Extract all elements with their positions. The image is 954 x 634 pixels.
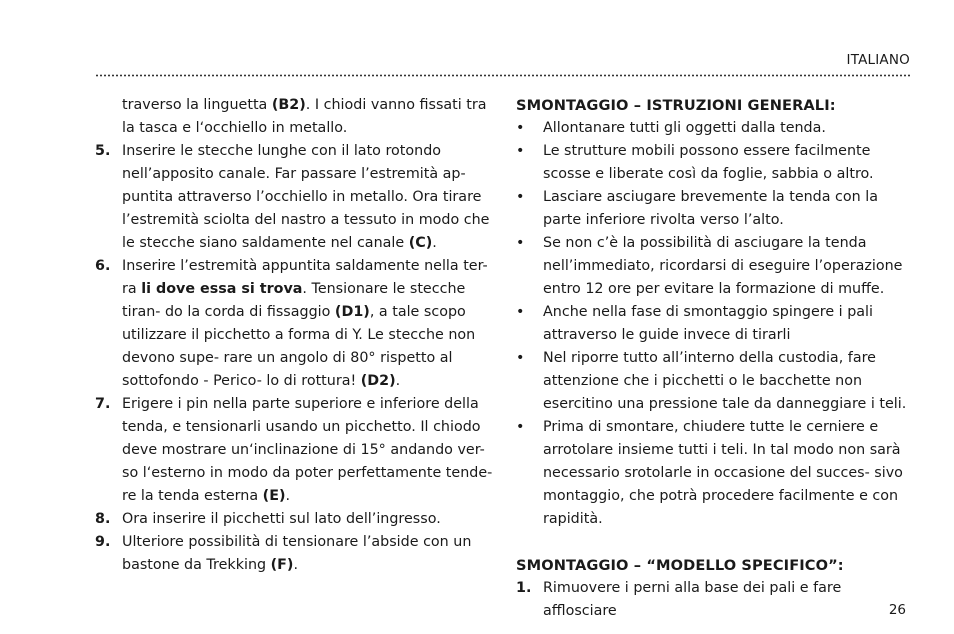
list-item-6 [95, 255, 495, 393]
continuation-text [95, 94, 495, 140]
bullet-item [516, 301, 911, 347]
bullet-icon: • [516, 304, 525, 320]
item6-a: Inserire l’estremità appuntita saldamente nella ter- ra [122, 258, 488, 297]
cont-text: traverso la linguetta [122, 97, 272, 113]
bullet-text: Allontanare tutti gli oggetti dalla tenda. [543, 120, 826, 136]
bullet-text: Anche nella fase di smontaggio spingere i pali attraverso le guide invece di tirarli [543, 304, 873, 343]
list-item-9 [95, 531, 495, 577]
item9-text: Ulteriore possibilità di tensionare l’abside con un bastone da Trekking [122, 534, 472, 573]
cont-text-end: . I chiodi vanno fissati tra la tasca e l‘occhiello in metallo. [122, 97, 487, 136]
bullet-item [516, 117, 911, 140]
list-item-5 [95, 140, 495, 255]
item7-end: . [285, 488, 291, 504]
item9-ref: (F) [270, 557, 294, 573]
item-number: 1. [516, 580, 532, 596]
header-language: ITALIANO [846, 52, 910, 68]
item-number: 6. [95, 258, 111, 274]
bullet-item [516, 347, 911, 416]
bullet-item [516, 416, 911, 531]
item6-b1: li dove essa si trova [141, 281, 303, 297]
item-text [122, 255, 495, 393]
item6-d: , a tale scopo utilizzare il picchetto a forma di Y. Le stecche non devono supe- rare un angolo di 80° rispetto al sottofondo - Perico- lo di rottura! [122, 304, 476, 389]
item5-ref: (C) [408, 235, 433, 251]
dotted-divider [95, 74, 910, 77]
item6-c: . Tensionare le stecche tiran- do la corda di fissaggio [122, 281, 466, 320]
list-item-7 [95, 393, 495, 508]
bullet-text: Nel riporre tutto all’interno della custodia, fare attenzione che i picchetti o le bacchette non esercitino una pressione tale da danneggiare i teli. [543, 350, 907, 412]
item9-end: . [293, 557, 299, 573]
list-item-1 [516, 577, 911, 623]
item-number: 8. [95, 511, 111, 527]
item7-ref: (E) [262, 488, 286, 504]
bullet-icon: • [516, 350, 525, 366]
item-number: 5. [95, 143, 111, 159]
bullet-text: Le strutture mobili possono essere facilmente scosse e liberate così da foglie, sabbia o altro. [543, 143, 874, 182]
section-heading-general: SMONTAGGIO – ISTRUZIONI GENERALI: [516, 97, 836, 114]
bullet-item [516, 186, 911, 232]
bullet-item [516, 140, 911, 186]
bullet-icon: • [516, 120, 525, 136]
item-number: 7. [95, 396, 111, 412]
bullet-text: Se non c’è la possibilità di asciugare la tenda nell’immediato, ricordarsi di eseguire l’operazione entro 12 ore per evitare la formazione di muffe. [543, 235, 903, 297]
section-heading-specific: SMONTAGGIO – “MODELLO SPECIFICO”: [516, 557, 844, 574]
right-column [516, 94, 911, 623]
cont-ref: (B2) [271, 97, 306, 113]
bullet-icon: • [516, 419, 525, 435]
left-column [95, 94, 495, 577]
item5-text: Inserire le stecche lunghe con il lato rotondo nell’apposito canale. Far passare l’estremità ap- puntita attraverso l’occhiello in metallo. Ora tirare l’estremità sciolta del nastro a tessuto in modo che le stecche siano saldamente nel canale [122, 143, 490, 251]
page-number: 26 [888, 602, 906, 618]
bullet-icon: • [516, 235, 525, 251]
item6-e: . [395, 373, 401, 389]
item-text [122, 531, 495, 577]
item5-end: . [432, 235, 437, 251]
section-spacer [516, 531, 911, 554]
item-number: 9. [95, 534, 111, 550]
item6-b2: (D1) [334, 304, 370, 320]
item7-text: Erigere i pin nella parte superiore e inferiore della tenda, e tensionarli usando un picchetto. Il chiodo deve mostrare un‘inclinazione di 15° andando ver- so l‘esterno in modo da poter perfettamente tende- re la tenda esterna [122, 396, 493, 504]
item-text [122, 393, 495, 508]
bullet-text: Lasciare asciugare brevemente la tenda con la parte inferiore rivolta verso l’alto. [543, 189, 879, 228]
item-text [122, 140, 495, 255]
bullet-item [516, 232, 911, 301]
item6-b3: (D2) [360, 373, 396, 389]
bullet-icon: • [516, 189, 525, 205]
list-item-8 [95, 508, 495, 531]
item-text: Rimuovere i perni alla base dei pali e fare afflosciare [543, 580, 842, 619]
bullet-icon: • [516, 143, 525, 159]
bullet-text: Prima di smontare, chiudere tutte le cerniere e arrotolare insieme tutti i teli. In tal modo non sarà necessario srotolarle in occasione del succes- sivo montaggio, che potrà procedere facilmente e con rapidità. [543, 419, 903, 527]
item-text: Ora inserire il picchetti sul lato dell’ingresso. [122, 511, 441, 527]
